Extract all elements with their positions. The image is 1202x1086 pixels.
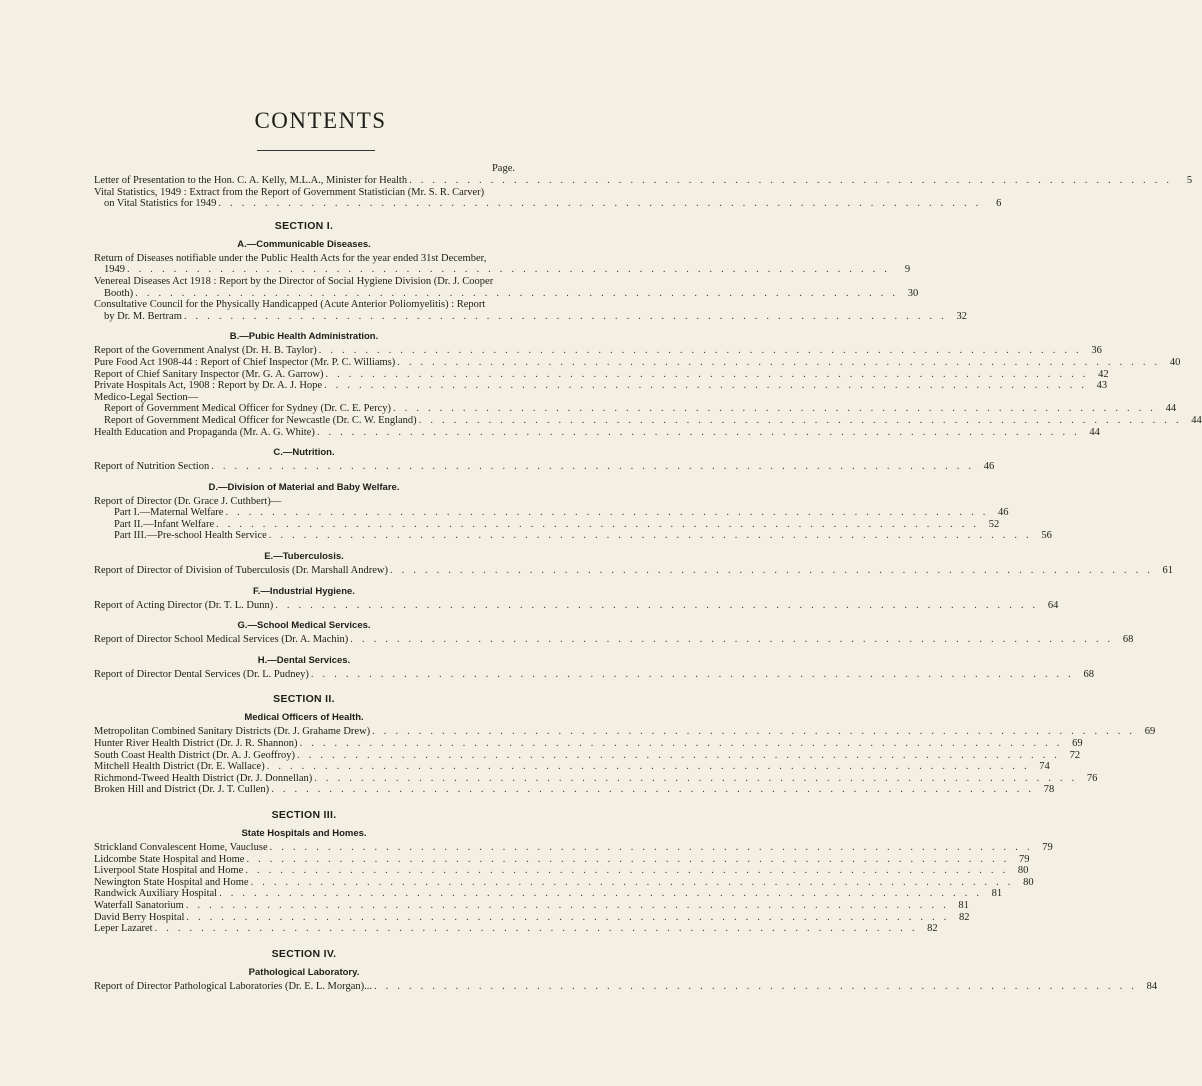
- toc-entry: [94, 749, 1081, 762]
- toc-entry-text: Private Hospitals Act, 1908 : Report by Dr. A. J. Hope: [94, 380, 323, 392]
- toc-entry: [94, 853, 1030, 866]
- toc-entry-text: Report of Director Pathological Laboratories (Dr. E. L. Morgan)...: [94, 980, 372, 992]
- leader-dots: . . . . . . . . . . . . . . . . . . . . . . . . . . . . . . . . . . . . . . . . . . . . . . . . . . . . . . . . . . . . . . . . . .: [216, 518, 980, 530]
- toc-entry: [94, 599, 1059, 612]
- toc-entry-text: Health Education and Propaganda (Mr. A. G. White): [94, 426, 315, 438]
- toc-entry-text: Mitchell Health District (Dr. E. Wallace): [94, 761, 265, 773]
- toc-entry-text: Report of Nutrition Section: [94, 461, 210, 473]
- toc-page-number: 52: [988, 518, 1000, 530]
- toc-entry-text: South Coast Health District (Dr. A. J. Geoffroy): [94, 749, 296, 761]
- toc-entry-text: Part I.—Maternal Welfare: [114, 507, 224, 519]
- toc-entry-text: Report of Director School Medical Services (Dr. A. Machin): [94, 634, 349, 646]
- section-heading: SECTION III.: [271, 809, 337, 821]
- leader-dots: . . . . . . . . . . . . . . . . . . . . . . . . . . . . . . . . . . . . . . . . . . . . . . . . . . . . . . . . . . . . . . . . . .: [314, 772, 1078, 784]
- toc-entry: [94, 299, 967, 322]
- toc-entry-text: Letter of Presentation to the Hon. C. A. Kelly, M.L.A., Minister for Health: [94, 175, 408, 186]
- toc-entry: [94, 356, 1181, 369]
- toc-page-number: 5: [1186, 175, 1193, 186]
- toc-entry-text: Pure Food Act 1908-44 : Report of Chief Inspector (Mr. P. C. Williams): [94, 356, 396, 368]
- page-column-label: Page.: [491, 163, 515, 174]
- leader-dots: . . . . . . . . . . . . . . . . . . . . . . . . . . . . . . . . . . . . . . . . . . . . . . . . . . . . . . . . . . . . . . . . . .: [250, 876, 1014, 888]
- toc-page-number: 40: [1169, 356, 1181, 368]
- toc-group: [94, 481, 1052, 542]
- toc-entry-text: Part II.—Infant Welfare: [114, 518, 215, 530]
- toc-entry: [94, 726, 1156, 738]
- toc-entry-text: Report of Government Medical Officer for Sydney (Dr. C. E. Percy): [104, 403, 392, 415]
- toc-entry: [94, 175, 1193, 187]
- toc-page-number: 78: [1043, 784, 1055, 796]
- subsection-heading: H.—Dental Services.: [257, 654, 351, 666]
- toc-entry-text: Vital Statistics, 1949 : Extract from the Report of Government Statistician (Mr. S. R. Carver): [94, 186, 485, 198]
- leader-dots: . . . . . . . . . . . . . . . . . . . . . . . . . . . . . . . . . . . . . . . . . . . . . . . . . . . . . . . . . . . . . . . . . .: [318, 345, 1082, 357]
- toc-page-number: 32: [956, 310, 967, 322]
- toc-entry: [94, 980, 1158, 993]
- toc-group: [94, 654, 1094, 681]
- subsection-heading: B.—Pubic Health Administration.: [229, 331, 379, 343]
- toc-entry-text: Booth): [104, 287, 134, 299]
- leader-dots: . . . . . . . . . . . . . . . . . . . . . . . . . . . . . . . . . . . . . . . . . . . . . . . . . . . . . . . . . . . . . . . . . .: [225, 507, 989, 519]
- leader-dots: . . . . . . . . . . . . . . . . . . . . . . . . . . . . . . . . . . . . . . . . . . . . . . . . . . . . . . . . . . . . . . . . . .: [325, 368, 1089, 380]
- section-heading: SECTION IV.: [271, 947, 337, 960]
- toc-entry-text: 1949: [104, 264, 125, 276]
- subsection-heading: State Hospitals and Homes.: [241, 828, 367, 839]
- toc-page-number: 46: [983, 461, 995, 473]
- toc-entry-text: Broken Hill and District (Dr. J. T. Cullen): [94, 784, 270, 796]
- leader-dots: . . . . . . . . . . . . . . . . . . . . . . . . . . . . . . . . . . . . . . . . . . . . . . . . . . . . . . . . . . . . . . . . . .: [266, 761, 1030, 773]
- toc-entry-text: Report of Government Medical Officer for Newcastle (Dr. C. W. England): [104, 414, 417, 426]
- leader-dots: . . . . . . . . . . . . . . . . . . . . . . . . . . . . . . . . . . . . . . . . . . . . . . . . . . . . . . . . . . . . . . . . . .: [324, 380, 1088, 392]
- toc-group: [94, 585, 1059, 612]
- toc-entry: [94, 275, 919, 299]
- toc-page-number: 76: [1086, 772, 1098, 784]
- toc-page-number: 44: [1089, 426, 1100, 438]
- leader-dots: . . . . . . . . . . . . . . . . . . . . . . . . . . . . . . . . . . . . . . . . . . . . . . . . . . . . . . . . . . . . . . . . . .: [389, 565, 1154, 577]
- toc-page-number: 42: [1098, 368, 1109, 380]
- leader-dots: . . . . . . . . . . . . . . . . . . . . . . . . . . . . . . . . . . . . . . . . . . . . . . . . . . . . . . . . . . . . . . . . . .: [218, 198, 982, 210]
- leader-dots: . . . . . . . . . . . . . . . . . . . . . . . . . . . . . . . . . . . . . . . . . . . . . . . . . . . . . . . . . . . . . . . . . .: [186, 911, 950, 923]
- toc-entry-text: Waterfall Sanatorium: [94, 899, 184, 911]
- toc-entry: [94, 186, 1002, 210]
- toc-entry: [94, 772, 1098, 785]
- toc-entry: [94, 368, 1109, 381]
- leader-dots: . . . . . . . . . . . . . . . . . . . . . . . . . . . . . . . . . . . . . . . . . . . . . . . . . . . . . . . . . . . . . . . . . .: [310, 668, 1074, 680]
- leader-dots: . . . . . . . . . . . . . . . . . . . . . . . . . . . . . . . . . . . . . . . . . . . . . . . . . . . . . . . . . . . . . . . . . .: [372, 726, 1136, 738]
- toc-entry: [94, 392, 514, 404]
- toc-group: [94, 175, 1193, 210]
- leader-dots: . . . . . . . . . . . . . . . . . . . . . . . . . . . . . . . . . . . . . . . . . . . . . . . . . . . . . . . . . . . . . . . . . .: [245, 865, 1009, 877]
- section-heading: SECTION II.: [273, 693, 335, 706]
- toc-group: [94, 447, 995, 473]
- toc-entry: [94, 899, 969, 912]
- toc-entry-text: Newington State Hospital and Home: [94, 876, 249, 888]
- toc-page-number: 82: [958, 911, 970, 923]
- toc-page-number: 44: [1191, 414, 1202, 426]
- toc-page-number: 56: [1041, 530, 1052, 542]
- toc-entry: [94, 738, 1083, 750]
- toc-entry: [94, 461, 995, 473]
- toc-page-number: 84: [1146, 980, 1158, 992]
- leader-dots: . . . . . . . . . . . . . . . . . . . . . . . . . . . . . . . . . . . . . . . . . . . . . . . . . . . . . . . . . . . . . . . . . .: [418, 414, 1182, 426]
- page-title: CONTENTS: [254, 108, 387, 133]
- subsection-heading: D.—Division of Material and Baby Welfare.: [208, 481, 400, 493]
- toc-entry-text: Report of Director (Dr. Grace J. Cuthbert)—: [94, 495, 282, 507]
- leader-dots: . . . . . . . . . . . . . . . . . . . . . . . . . . . . . . . . . . . . . . . . . . . . . . . . . . . . . . . . . . . . . . . . . .: [397, 356, 1161, 368]
- table-of-contents: [94, 175, 1202, 992]
- leader-dots: . . . . . . . . . . . . . . . . . . . . . . . . . . . . . . . . . . . . . . . . . . . . . . . . . . . . . . . . . . . . . . . . . .: [297, 749, 1061, 761]
- leader-dots: . . . . . . . . . . . . . . . . . . . . . . . . . . . . . . . . . . . . . . . . . . . . . . . . . . . . . . . . . . . . . . . . . .: [268, 530, 1032, 542]
- toc-entry: [94, 380, 1108, 392]
- toc-group: [94, 947, 1158, 993]
- toc-page-number: 61: [1162, 565, 1174, 577]
- toc-group: [94, 551, 1174, 577]
- leader-dots: . . . . . . . . . . . . . . . . . . . . . . . . . . . . . . . . . . . . . . . . . . . . . . . . . . . . . . . . . . . . . . . . . .: [269, 842, 1033, 853]
- toc-page-number: 43: [1096, 380, 1108, 392]
- toc-entry: [94, 923, 938, 935]
- toc-entry: [94, 784, 1055, 796]
- leader-dots: . . . . . . . . . . . . . . . . . . . . . . . . . . . . . . . . . . . . . . . . . . . . . . . . . . . . . . . . . . . . . . . . . .: [271, 784, 1035, 796]
- subsection-heading: Pathological Laboratory.: [248, 966, 360, 978]
- toc-entry-text: Part III.—Pre-school Health Service: [114, 530, 267, 542]
- toc-page-number: 44: [1165, 403, 1177, 415]
- leader-dots: . . . . . . . . . . . . . . . . . . . . . . . . . . . . . . . . . . . . . . . . . . . . . . . . . . . . . . . . . . . . . . . . . .: [185, 899, 949, 911]
- leader-dots: . . . . . . . . . . . . . . . . . . . . . . . . . . . . . . . . . . . . . . . . . . . . . . . . . . . . . . . . . . . . . . . . . .: [275, 599, 1039, 611]
- toc-entry: [94, 634, 1134, 646]
- toc-entry: [94, 530, 1052, 542]
- toc-entry-text: Liverpool State Hospital and Home: [94, 865, 244, 877]
- subsection-heading: E.—Tuberculosis.: [264, 551, 344, 563]
- toc-entry: [94, 565, 1174, 577]
- toc-page-number: 69: [1144, 726, 1156, 738]
- toc-entry-text: Strickland Convalescent Home, Vaucluse: [94, 842, 268, 853]
- toc-entry-text: Medico-Legal Section—: [94, 391, 199, 403]
- toc-page-number: 36: [1091, 345, 1102, 357]
- subsection-heading: Medical Officers of Health.: [244, 712, 364, 724]
- toc-page-number: 68: [1083, 668, 1094, 680]
- toc-entry-text: Report of Acting Director (Dr. T. L. Dunn): [94, 599, 274, 611]
- toc-entry-text: Report of Chief Sanitary Inspector (Mr. G. A. Garrow): [94, 368, 324, 380]
- toc-page-number: 64: [1047, 599, 1059, 611]
- toc-entry-text: Lidcombe State Hospital and Home: [94, 853, 245, 865]
- toc-entry: [94, 507, 1009, 519]
- toc-entry: [94, 403, 1177, 415]
- toc-entry-text: Venereal Diseases Act 1918 : Report by the Director of Social Hygiene Division (Dr. J. Cooper: [94, 275, 494, 287]
- toc-entry: [94, 842, 1053, 854]
- leader-dots: . . . . . . . . . . . . . . . . . . . . . . . . . . . . . . . . . . . . . . . . . . . . . . . . . . . . . . . . . . . . . . . . . .: [350, 634, 1114, 646]
- toc-entry-text: Leper Lazaret: [94, 923, 153, 935]
- toc-page-number: 46: [998, 507, 1009, 519]
- toc-page-number: 9: [904, 264, 911, 276]
- toc-page-number: 68: [1122, 634, 1134, 646]
- toc-entry: [94, 888, 1003, 900]
- toc-entry: [94, 252, 911, 276]
- leader-dots: . . . . . . . . . . . . . . . . . . . . . . . . . . . . . . . . . . . . . . . . . . . . . . . . . . . . . . . . . . . . . . . . . .: [135, 287, 899, 299]
- toc-group: [94, 809, 1053, 935]
- subsection-heading: A.—Communicable Diseases.: [237, 238, 371, 250]
- leader-dots: . . . . . . . . . . . . . . . . . . . . . . . . . . . . . . . . . . . . . . . . . . . . . . . . . . . . . . . . . . . . . . . . . .: [211, 461, 975, 473]
- toc-entry: [94, 518, 1000, 531]
- toc-entry-text: Metropolitan Combined Sanitary Districts (Dr. J. Grahame Drew): [94, 726, 371, 738]
- toc-page-number: 79: [1042, 842, 1053, 853]
- toc-entry: [94, 761, 1050, 773]
- leader-dots: . . . . . . . . . . . . . . . . . . . . . . . . . . . . . . . . . . . . . . . . . . . . . . . . . . . . . . . . . . . . . . . . . .: [373, 980, 1138, 992]
- toc-page-number: 82: [927, 923, 938, 935]
- title-rule: [257, 150, 375, 151]
- subsection-heading: C.—Nutrition.: [273, 447, 335, 459]
- leader-dots: . . . . . . . . . . . . . . . . . . . . . . . . . . . . . . . . . . . . . . . . . . . . . . . . . . . . . . . . . . . . . . . . . .: [127, 264, 891, 276]
- toc-entry: [94, 426, 1100, 439]
- subsection-heading: G.—School Medical Services.: [237, 620, 371, 632]
- leader-dots: . . . . . . . . . . . . . . . . . . . . . . . . . . . . . . . . . . . . . . . . . . . . . . . . . . . . . . . . . . . . . . . . . .: [183, 310, 947, 322]
- toc-page-number: 69: [1072, 738, 1083, 750]
- leader-dots: . . . . . . . . . . . . . . . . . . . . . . . . . . . . . . . . . . . . . . . . . . . . . . . . . . . . . . . . . . . . . . . . . .: [219, 888, 983, 900]
- toc-entry-text: Return of Diseases notifiable under the Public Health Acts for the year ended 31st December,: [94, 252, 487, 264]
- toc-group: [94, 219, 967, 323]
- leader-dots: . . . . . . . . . . . . . . . . . . . . . . . . . . . . . . . . . . . . . . . . . . . . . . . . . . . . . . . . . . . . . . . . . .: [246, 853, 1010, 865]
- toc-page-number: 81: [991, 888, 1003, 900]
- toc-entry-text: David Berry Hospital: [94, 911, 185, 923]
- subsection-heading: F.—Industrial Hygiene.: [253, 585, 355, 597]
- toc-entry: [94, 496, 514, 508]
- leader-dots: . . . . . . . . . . . . . . . . . . . . . . . . . . . . . . . . . . . . . . . . . . . . . . . . . . . . . . . . . . . . . . . . . .: [154, 923, 918, 935]
- toc-group: [94, 693, 1156, 796]
- toc-page-number: 72: [1069, 749, 1081, 761]
- leader-dots: . . . . . . . . . . . . . . . . . . . . . . . . . . . . . . . . . . . . . . . . . . . . . . . . . . . . . . . . . . . . . . . . . .: [409, 175, 1173, 186]
- toc-page-number: 30: [907, 287, 919, 299]
- toc-entry-text: Report of Director of Division of Tuberculosis (Dr. Marshall Andrew): [94, 565, 388, 577]
- toc-page-number: 79: [1019, 853, 1030, 865]
- toc-entry: [94, 345, 1102, 357]
- toc-page-number: 80: [1017, 865, 1029, 877]
- toc-group: [94, 620, 1134, 646]
- toc-entry: [94, 668, 1094, 681]
- leader-dots: . . . . . . . . . . . . . . . . . . . . . . . . . . . . . . . . . . . . . . . . . . . . . . . . . . . . . . . . . . . . . . . . . .: [299, 738, 1063, 750]
- leader-dots: . . . . . . . . . . . . . . . . . . . . . . . . . . . . . . . . . . . . . . . . . . . . . . . . . . . . . . . . . . . . . . . . . .: [393, 403, 1157, 415]
- toc-entry-text: Consultative Council for the Physically Handicapped (Acute Anterior Poliomyelitis) : Report: [94, 299, 486, 311]
- toc-entry-text: Report of Director Dental Services (Dr. L. Pudney): [94, 668, 309, 680]
- toc-entry-text: on Vital Statistics for 1949: [104, 198, 217, 210]
- toc-group: [94, 331, 1202, 438]
- toc-entry: [94, 414, 1202, 427]
- toc-entry-text: Report of the Government Analyst (Dr. H. B. Taylor): [94, 345, 317, 357]
- toc-entry-text: Richmond-Tweed Health District (Dr. J. Donnellan): [94, 772, 313, 784]
- toc-page-number: 6: [996, 198, 1002, 210]
- toc-entry: [94, 865, 1029, 877]
- toc-entry-text: Randwick Auxiliary Hospital: [94, 888, 218, 900]
- section-heading: SECTION I.: [274, 219, 334, 232]
- leader-dots: . . . . . . . . . . . . . . . . . . . . . . . . . . . . . . . . . . . . . . . . . . . . . . . . . . . . . . . . . . . . . . . . . .: [316, 426, 1080, 438]
- toc-entry: [94, 876, 1034, 889]
- toc-page-number: 74: [1039, 761, 1050, 773]
- toc-entry-text: by Dr. M. Bertram: [104, 310, 182, 322]
- toc-entry: [94, 911, 970, 924]
- toc-page-number: 81: [958, 899, 969, 911]
- toc-entry-text: Hunter River Health District (Dr. J. R. Shannon): [94, 738, 298, 750]
- toc-page-number: 80: [1023, 876, 1034, 888]
